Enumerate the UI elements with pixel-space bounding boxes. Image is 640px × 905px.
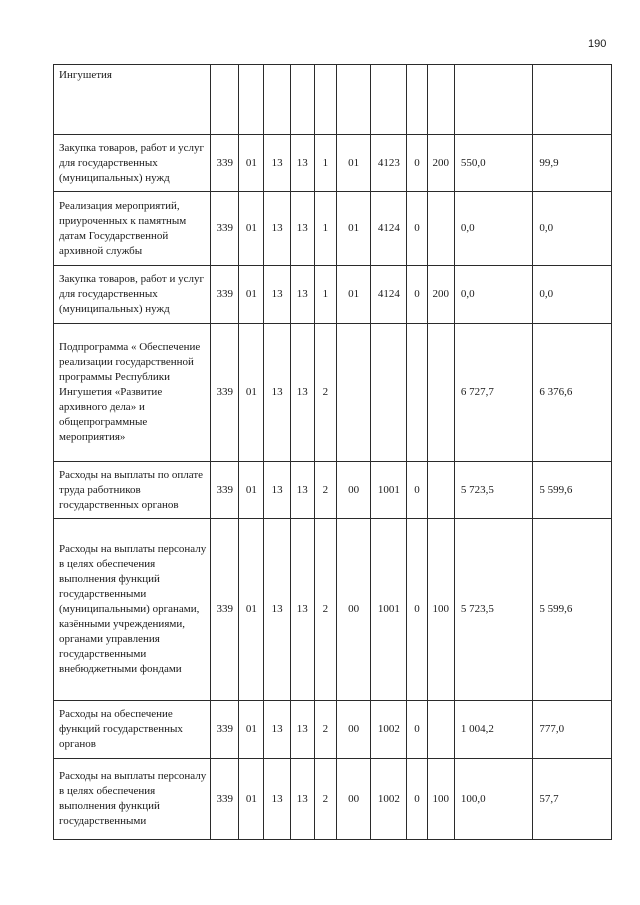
adm-code: 339 [211, 135, 239, 192]
program-code: 13 [290, 324, 314, 462]
expense-type-code: 200 [427, 135, 454, 192]
actual-amount: 99,9 [533, 135, 612, 192]
sub-code: 0 [407, 701, 427, 759]
expense-type-code: 100 [427, 759, 454, 840]
planned-amount: 1 004,2 [454, 701, 533, 759]
planned-amount: 550,0 [454, 135, 533, 192]
planned-amount: 6 727,7 [454, 324, 533, 462]
direction-code: 4124 [371, 192, 407, 266]
event-code: 01 [337, 135, 371, 192]
table-row [54, 135, 612, 192]
subsection-code: 13 [264, 192, 290, 266]
sub-code: 0 [407, 462, 427, 519]
table-body [54, 65, 612, 840]
program-code: 13 [290, 266, 314, 324]
sub-code: 0 [407, 192, 427, 266]
sub-code: 0 [407, 759, 427, 840]
adm-code: 339 [211, 192, 239, 266]
subprogram-code: 2 [314, 462, 336, 519]
planned-amount: 5 723,5 [454, 462, 533, 519]
program-code: 13 [290, 462, 314, 519]
page-number: 190 [588, 38, 607, 50]
direction-code: 1002 [371, 759, 407, 840]
planned-amount: 5 723,5 [454, 519, 533, 701]
item-name: Закупка товаров, работ и услуг для государственных (муниципальных) нужд [54, 135, 211, 192]
subsection-code: 13 [264, 266, 290, 324]
subsection-code [264, 65, 290, 135]
adm-code: 339 [211, 462, 239, 519]
direction-code: 4124 [371, 266, 407, 324]
budget-table [53, 64, 612, 840]
section-code: 01 [239, 462, 264, 519]
expense-type-code: 200 [427, 266, 454, 324]
subsection-code: 13 [264, 759, 290, 840]
program-code: 13 [290, 701, 314, 759]
item-name: Реализация мероприятий, приуроченных к памятным датам Государственной архивной службы [54, 192, 211, 266]
section-code: 01 [239, 759, 264, 840]
direction-code: 4123 [371, 135, 407, 192]
item-name: Расходы на выплаты персоналу в целях обеспечения выполнения функций государственными [54, 759, 211, 840]
subsection-code: 13 [264, 519, 290, 701]
sub-code: 0 [407, 266, 427, 324]
event-code: 00 [337, 462, 371, 519]
expense-type-code [427, 701, 454, 759]
section-code: 01 [239, 324, 264, 462]
item-name: Ингушетия [54, 65, 211, 135]
event-code [337, 65, 371, 135]
subsection-code: 13 [264, 135, 290, 192]
sub-code [407, 65, 427, 135]
event-code [337, 324, 371, 462]
item-name: Закупка товаров, работ и услуг для государственных (муниципальных) нужд [54, 266, 211, 324]
direction-code: 1001 [371, 519, 407, 701]
event-code: 00 [337, 759, 371, 840]
expense-type-code [427, 65, 454, 135]
table-row [54, 701, 612, 759]
section-code: 01 [239, 701, 264, 759]
adm-code [211, 65, 239, 135]
expense-type-code [427, 192, 454, 266]
actual-amount: 0,0 [533, 192, 612, 266]
planned-amount: 0,0 [454, 266, 533, 324]
item-name: Подпрограмма « Обеспечение реализации государственной программы Республики Ингушетия «Развитие архивного дела» и общепрограммные мероприятия» [54, 324, 211, 462]
direction-code: 1002 [371, 701, 407, 759]
expense-type-code [427, 462, 454, 519]
actual-amount: 6 376,6 [533, 324, 612, 462]
program-code: 13 [290, 135, 314, 192]
actual-amount: 57,7 [533, 759, 612, 840]
sub-code [407, 324, 427, 462]
adm-code: 339 [211, 759, 239, 840]
event-code: 00 [337, 519, 371, 701]
actual-amount: 5 599,6 [533, 519, 612, 701]
subprogram-code: 2 [314, 701, 336, 759]
program-code: 13 [290, 759, 314, 840]
table-row [54, 324, 612, 462]
planned-amount: 100,0 [454, 759, 533, 840]
subsection-code: 13 [264, 462, 290, 519]
event-code: 01 [337, 266, 371, 324]
table-row [54, 462, 612, 519]
expense-type-code [427, 324, 454, 462]
sub-code: 0 [407, 135, 427, 192]
item-name: Расходы на выплаты персоналу в целях обеспечения выполнения функций государственными (муниципальными) органами, казёнными учреждениями, органами управления государственными внебюджетными фондами [54, 519, 211, 701]
subprogram-code: 1 [314, 192, 336, 266]
table-row [54, 266, 612, 324]
item-name: Расходы на обеспечение функций государственных органов [54, 701, 211, 759]
actual-amount: 5 599,6 [533, 462, 612, 519]
program-code: 13 [290, 192, 314, 266]
program-code: 13 [290, 519, 314, 701]
subprogram-code [314, 65, 336, 135]
event-code: 01 [337, 192, 371, 266]
section-code: 01 [239, 192, 264, 266]
subprogram-code: 2 [314, 519, 336, 701]
table-row [54, 759, 612, 840]
table-row [54, 192, 612, 266]
adm-code: 339 [211, 519, 239, 701]
subprogram-code: 1 [314, 135, 336, 192]
subprogram-code: 2 [314, 759, 336, 840]
actual-amount: 0,0 [533, 266, 612, 324]
table-row [54, 519, 612, 701]
adm-code: 339 [211, 266, 239, 324]
planned-amount: 0,0 [454, 192, 533, 266]
item-name: Расходы на выплаты по оплате труда работников государственных органов [54, 462, 211, 519]
expense-type-code: 100 [427, 519, 454, 701]
adm-code: 339 [211, 701, 239, 759]
table-row [54, 65, 612, 135]
adm-code: 339 [211, 324, 239, 462]
section-code: 01 [239, 519, 264, 701]
actual-amount [533, 65, 612, 135]
direction-code: 1001 [371, 462, 407, 519]
subprogram-code: 1 [314, 266, 336, 324]
event-code: 00 [337, 701, 371, 759]
direction-code [371, 65, 407, 135]
program-code [290, 65, 314, 135]
section-code: 01 [239, 266, 264, 324]
subsection-code: 13 [264, 701, 290, 759]
sub-code: 0 [407, 519, 427, 701]
subsection-code: 13 [264, 324, 290, 462]
actual-amount: 777,0 [533, 701, 612, 759]
section-code: 01 [239, 135, 264, 192]
planned-amount [454, 65, 533, 135]
section-code [239, 65, 264, 135]
direction-code [371, 324, 407, 462]
subprogram-code: 2 [314, 324, 336, 462]
